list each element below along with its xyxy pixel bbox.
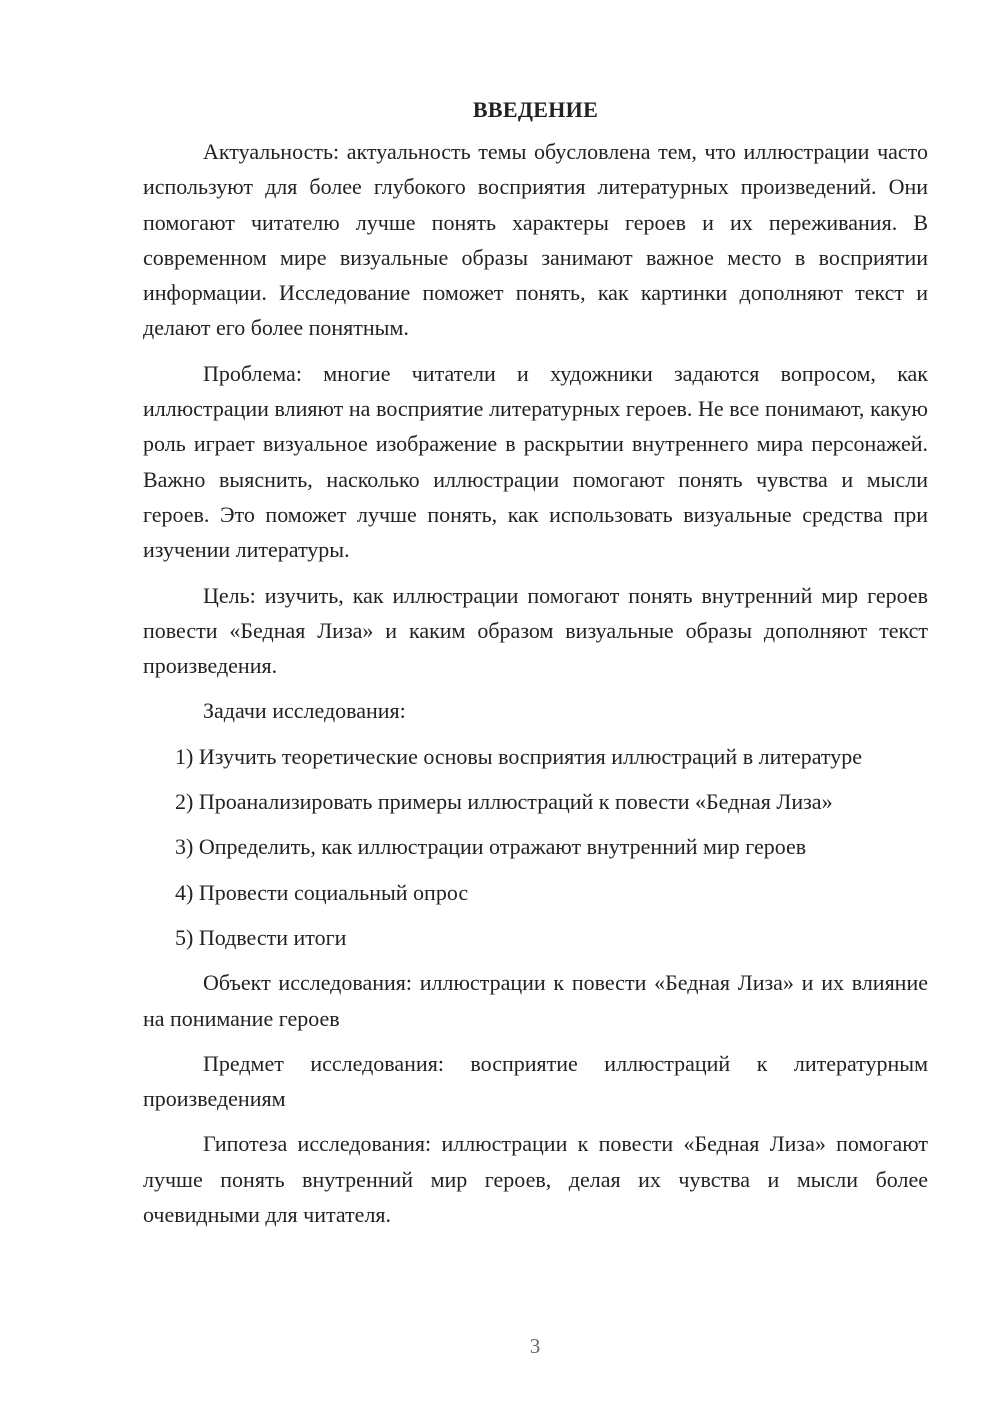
page-content: [143, 96, 928, 1242]
tasks-list: [143, 739, 928, 955]
page-title: ВВЕДЕНИЕ: [472, 97, 599, 122]
task-item: 3) Определить, как иллюстрации отражают внутренний мир героев: [175, 834, 807, 860]
tasks-heading: Задачи исследования:: [203, 698, 406, 724]
relevance-paragraph: Актуальность: актуальность темы обусловлена тем, что иллюстрации часто используют для более глубокого восприятия литературных произведений. Они помогают читателю лучше понять характеры героев и их переживания. В современном мире визуальные образы занимают важное место в восприятии информации. Исследование поможет понять, как картинки дополняют текст и делают его более понятным.: [143, 139, 928, 341]
task-item: 5) Подвести итоги: [175, 924, 347, 950]
hypothesis-paragraph: Гипотеза исследования: иллюстрации к повести «Бедная Лиза» помогают лучше понять внутренний мир героев, делая их чувства и мысли более очевидными для читателя.: [143, 1131, 928, 1228]
task-item: 1) Изучить теоретические основы восприятия иллюстраций в литературе: [175, 743, 863, 769]
problem-paragraph: Проблема: многие читатели и художники задаются вопросом, как иллюстрации влияют на восприятие литературных героев. Не все понимают, какую роль играет визуальное изображение в раскрытии внутреннего мира персонажей. Важно выяснить, насколько иллюстрации помогают понять чувства и мысли героев. Это поможет лучше понять, как использовать визуальные средства при изучении литературы.: [143, 360, 928, 563]
goal-paragraph: Цель: изучить, как иллюстрации помогают понять внутренний мир героев повести «Бедная Лиза» и каким образом визуальные образы дополняют текст произведения.: [143, 582, 928, 679]
page-number: 3: [529, 1334, 541, 1358]
object-paragraph: Объект исследования: иллюстрации к повести «Бедная Лиза» и их влияние на понимание героев: [143, 970, 928, 1031]
subject-paragraph: Предмет исследования: восприятие иллюстраций к литературным произведениям: [143, 1050, 928, 1112]
task-item: 2) Проанализировать примеры иллюстраций к повести «Бедная Лиза»: [175, 789, 833, 815]
task-item: 4) Провести социальный опрос: [175, 879, 469, 905]
